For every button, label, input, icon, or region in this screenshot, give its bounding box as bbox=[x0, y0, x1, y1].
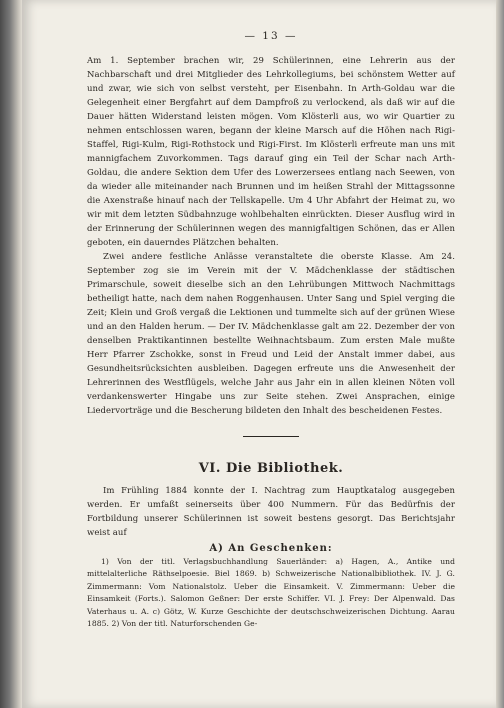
subheading-gifts: A) An Geschenken: bbox=[209, 543, 333, 554]
paragraph-gifts-list: 1) Von der titl. Verlagsbuchhandlung Sauerländer: a) Hagen, A., Antike und mittelalterliche Räthselpoesie. Biel 1869. b) Schweizerische Nationalbibliothek. IV. J. G. Zimmermann: Vom Nationalstolz. Ueber die Einsamkeit. V. Zimmermann: Ueber die Einsamkeit (Forts.). Salomon Geßner: Der erste Schiffer. VI. J. Frey: Der Alpenwald. Das Vaterhaus u. A. c) Götz, W. Kurze Geschichte der deutschschweizerischen Dichtung. Aarau 1885. 2) Von der titl. Naturforschenden Ge- bbox=[87, 557, 455, 629]
page-edge bbox=[496, 0, 504, 708]
book-page bbox=[22, 0, 496, 708]
section-heading: VI. Die Bibliothek. bbox=[198, 461, 344, 476]
book-spine bbox=[0, 0, 22, 708]
paragraph-excursion: Am 1. September brachen wir, 29 Schülerinnen, eine Lehrerin aus der Nachbarschaft und drei Mitglieder des Lehrkollegiums, bei schönstem Wetter auf und zwar, wie sich von selbst versteht, per Eisenbahn. In Arth-Goldau war die Gelegenheit einer Bergfahrt auf dem Dampfroß zu verlockend, als daß wir auf die Dauer hätten Widerstand leisten mögen. Vom Klösterli aus, wo wir Quartier zu nehmen entschlossen waren, begann der kleine Marsch auf die Höhen nach Rigi-Staffel, Rigi-Kulm, Rigi-Rothstock und Rigi-First. Im Klösterli erfreute man uns mit mannigfachem Zuvorkommen. Tags darauf ging ein Teil der Schar nach Arth-Goldau, die andere Sektion dem Ufer des Lowerzersees entlang nach Seewen, von da wieder alle miteinander nach Brunnen und im heißen Strahl der Mittagssonne die Axenstraße hinauf nach der Tellskapelle. Um 4 Uhr Abfahrt der Heimat zu, wo wir mit dem letzten Südbahnzuge wohlbehalten einrückten. Dieser Ausflug wird in der Erinnerung der Schülerinnen wegen des mannigfaltigen Schönen, das er Allen geboten, ein dauerndes Plätzchen behalten. bbox=[87, 56, 455, 248]
page-number: — 13 — bbox=[244, 30, 298, 42]
section-divider bbox=[243, 436, 299, 437]
page-content bbox=[87, 30, 455, 630]
paragraph-library-intro: Im Frühling 1884 konnte der I. Nachtrag zum Hauptkatalog ausgegeben werden. Er umfaßt seinerseits über 400 Nummern. Für das Bedürfnis der Fortbildung unserer Schülerinnen ist soweit bestens gesorgt. Das Berichtsjahr weist auf bbox=[87, 486, 455, 538]
paragraph-festivities: Zwei andere festliche Anlässe veranstaltete die oberste Klasse. Am 24. September zog sie im Verein mit der V. Mädchenklasse der städtischen Primarschule, soweit dieselbe sich an den Lehrübungen Mittwoch Nachmittags betheiligt hatte, nach dem nahen Roggenhausen. Unter Sang und Spiel verging die Zeit; Klein und Groß vergaß die Lektionen und tummelte sich auf der grünen Wiese und an den Halden herum. — Der IV. Mädchenklasse galt am 22. Dezember der von denselben Praktikantinnen bestellte Weihnachtsbaum. Zum ersten Male mußte Herr Pfarrer Zschokke, sonst in Freud und Leid der Anstalt immer dabei, aus Gesundheitsrücksichten ausbleiben. Dagegen erfreute uns die Anwesenheit der Lehrerinnen des Westflügels, welche Jahr aus Jahr ein in allen kleinen Nöten voll verdankenswerter Hingabe uns zur Seite stehen. Zwei Ansprachen, einige Liedervorträge und die Bescherung bildeten den Inhalt des bescheidenen Festes. bbox=[87, 252, 455, 416]
